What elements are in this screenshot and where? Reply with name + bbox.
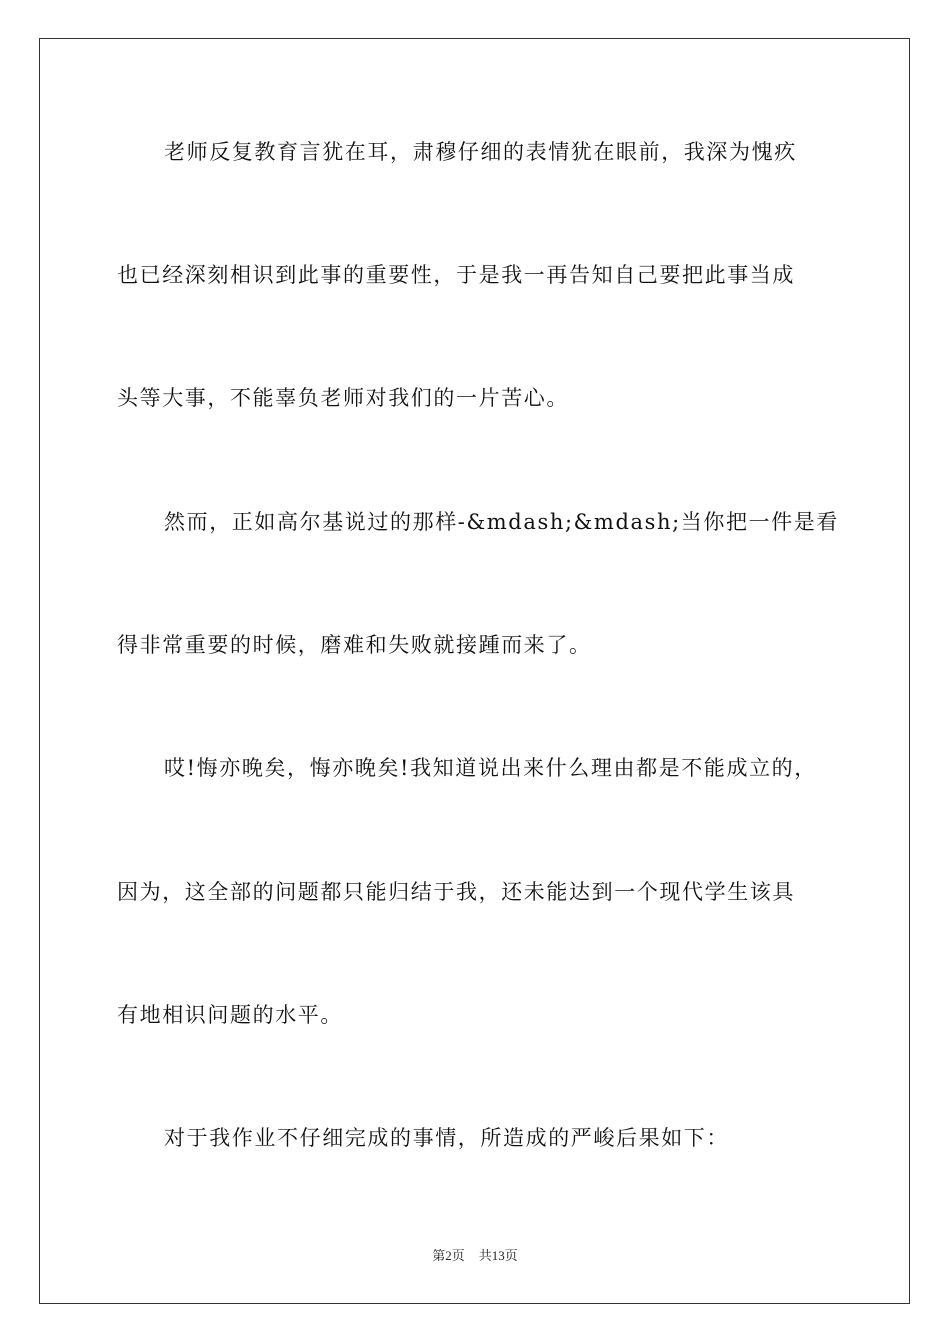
- page-border: [39, 38, 910, 1304]
- paragraph-2-line-2: 得非常重要的时候，磨难和失败就接踵而来了。: [117, 633, 592, 657]
- page-total: 共13页: [478, 1248, 518, 1263]
- page-number: 第2页: [432, 1248, 465, 1263]
- paragraph-1-line-1: 老师反复教育言犹在耳，肃穆仔细的表情犹在眼前，我深为愧疚: [164, 140, 797, 164]
- paragraph-1-line-2: 也已经深刻相识到此事的重要性，于是我一再告知自己要把此事当成: [117, 263, 795, 287]
- paragraph-3-line-3: 有地相识问题的水平。: [117, 1003, 343, 1027]
- paragraph-2-line-1: 然而，正如高尔基说过的那样-&mdash;&mdash;当你把一件是看: [164, 510, 839, 534]
- paragraph-4-line-1: 对于我作业不仔细完成的事情，所造成的严峻后果如下：: [164, 1126, 729, 1150]
- paragraph-3-line-2: 因为，这全部的问题都只能归结于我，还未能达到一个现代学生该具: [117, 880, 795, 904]
- paragraph-3-line-1: 哎!悔亦晚矣，悔亦晚矣!我知道说出来什么理由都是不能成立的，: [164, 756, 817, 780]
- page-footer: [0, 1247, 950, 1265]
- paragraph-1-line-3: 头等大事，不能辜负老师对我们的一片苦心。: [117, 386, 569, 410]
